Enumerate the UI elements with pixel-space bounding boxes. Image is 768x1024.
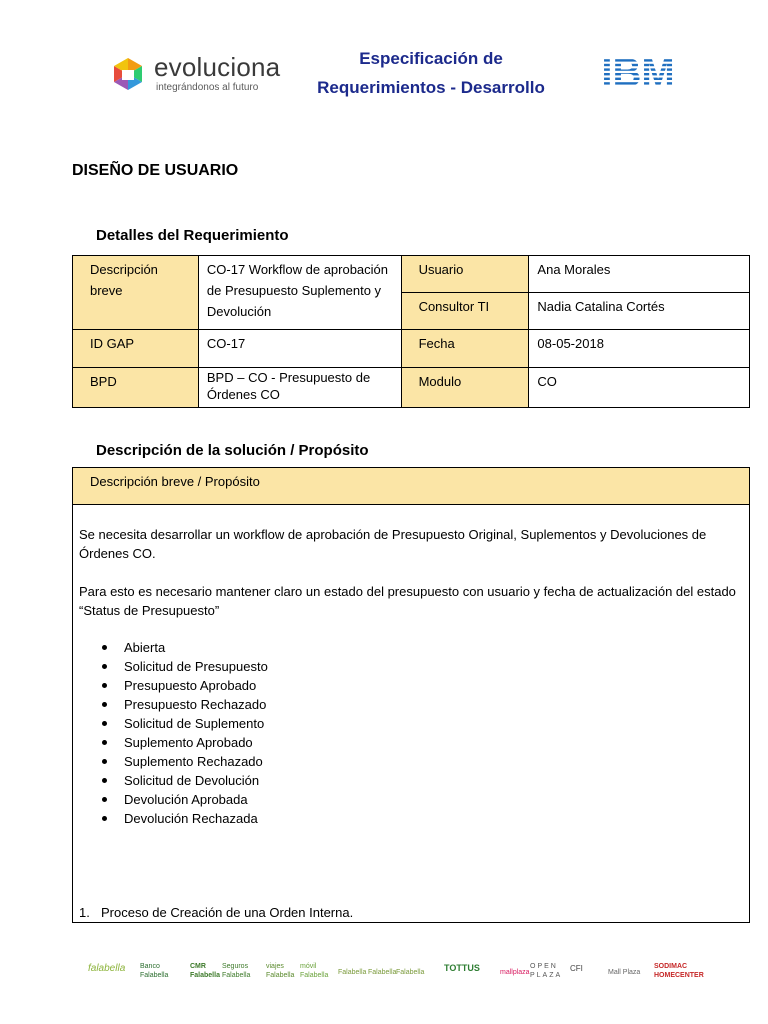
- idgap-value: CO-17: [198, 330, 401, 368]
- footer-logo: Banco Falabella: [140, 963, 169, 979]
- footer-logo: viajes Falabella: [266, 963, 295, 979]
- footer-logo: mallplaza: [500, 969, 530, 976]
- footer-logo: OPEN PLAZA: [530, 963, 563, 979]
- details-title: Detalles del Requerimiento: [96, 227, 289, 244]
- descripcion-value: CO-17 Workflow de aprobación de Presupuesto Suplemento y Devolución: [198, 256, 401, 330]
- budget-status-list: [79, 638, 268, 828]
- footer-logo: CFI: [570, 964, 583, 973]
- document-title-line2: Requerimientos - Desarrollo: [317, 78, 545, 97]
- fecha-value: 08-05-2018: [529, 330, 750, 368]
- footer-logo: Seguros Falabella: [222, 963, 251, 979]
- descripcion-label: Descripción breve: [73, 256, 199, 330]
- requirement-details-table: [72, 255, 750, 408]
- document-title-line1: Especificación de: [359, 49, 503, 68]
- footer-logo: Falabella: [396, 969, 425, 976]
- bpd-value: BPD – CO - Presupuesto de Órdenes CO: [198, 368, 401, 408]
- ibm-logo: [592, 53, 684, 91]
- footer-logo: TOTTUS: [444, 963, 480, 973]
- list-item: Devolución Aprobada: [79, 790, 268, 809]
- numbered-item-text: Proceso de Creación de una Orden Interna.: [101, 905, 354, 920]
- evoluciona-logo-name: evoluciona: [154, 52, 281, 82]
- usuario-label: Usuario: [401, 256, 529, 293]
- numbered-item-number: 1.: [79, 905, 90, 920]
- solution-paragraph-1: Se necesita desarrollar un workflow de aprobación de Presupuesto Original, Suplementos y Devoluciones de Órdenes CO.: [79, 527, 707, 561]
- footer-logo: SODIMAC HOMECENTER: [654, 963, 704, 979]
- solution-box-header: [73, 468, 749, 505]
- footer-logo: Mall Plaza: [608, 969, 641, 976]
- list-item: Solicitud de Devolución: [79, 771, 268, 790]
- solution-box-header-label: Descripción breve / Propósito: [90, 474, 260, 489]
- list-item: Solicitud de Suplemento: [79, 714, 268, 733]
- solution-box: [72, 467, 750, 923]
- idgap-label: ID GAP: [73, 330, 199, 368]
- document-title: [300, 44, 562, 102]
- numbered-item: [79, 904, 353, 921]
- evoluciona-logo-mark: [108, 56, 148, 96]
- list-item: Solicitud de Presupuesto: [79, 657, 268, 676]
- list-item: Suplemento Aprobado: [79, 733, 268, 752]
- consultor-value: Nadia Catalina Cortés: [529, 293, 750, 330]
- evoluciona-logo-tagline: integrándonos al futuro: [156, 82, 259, 93]
- fecha-label: Fecha: [401, 330, 529, 368]
- footer-logo: falabella: [88, 963, 126, 974]
- list-item: Suplemento Rechazado: [79, 752, 268, 771]
- footer-brand-logos: [88, 956, 708, 986]
- list-item: Presupuesto Rechazado: [79, 695, 268, 714]
- list-item: Abierta: [79, 638, 268, 657]
- section-title: DISEÑO DE USUARIO: [72, 162, 239, 179]
- page-header: [0, 0, 768, 130]
- footer-logo: Falabella: [368, 969, 397, 976]
- usuario-value: Ana Morales: [529, 256, 750, 293]
- list-item: Devolución Rechazada: [79, 809, 268, 828]
- consultor-label: Consultor TI: [401, 293, 529, 330]
- solution-title: Descripción de la solución / Propósito: [96, 442, 369, 459]
- modulo-value: CO: [529, 368, 750, 408]
- footer-logo: móvil Falabella: [300, 963, 329, 979]
- footer-logo: Falabella: [338, 969, 367, 976]
- footer-logo: CMR Falabella: [190, 963, 220, 979]
- evoluciona-logo: [108, 52, 281, 98]
- solution-paragraph-2: Para esto es necesario mantener claro un estado del presupuesto con usuario y fecha de actualización del estado “Status de Presupuesto”: [79, 584, 736, 618]
- bpd-label: BPD: [73, 368, 199, 408]
- list-item: Presupuesto Aprobado: [79, 676, 268, 695]
- modulo-label: Modulo: [401, 368, 529, 408]
